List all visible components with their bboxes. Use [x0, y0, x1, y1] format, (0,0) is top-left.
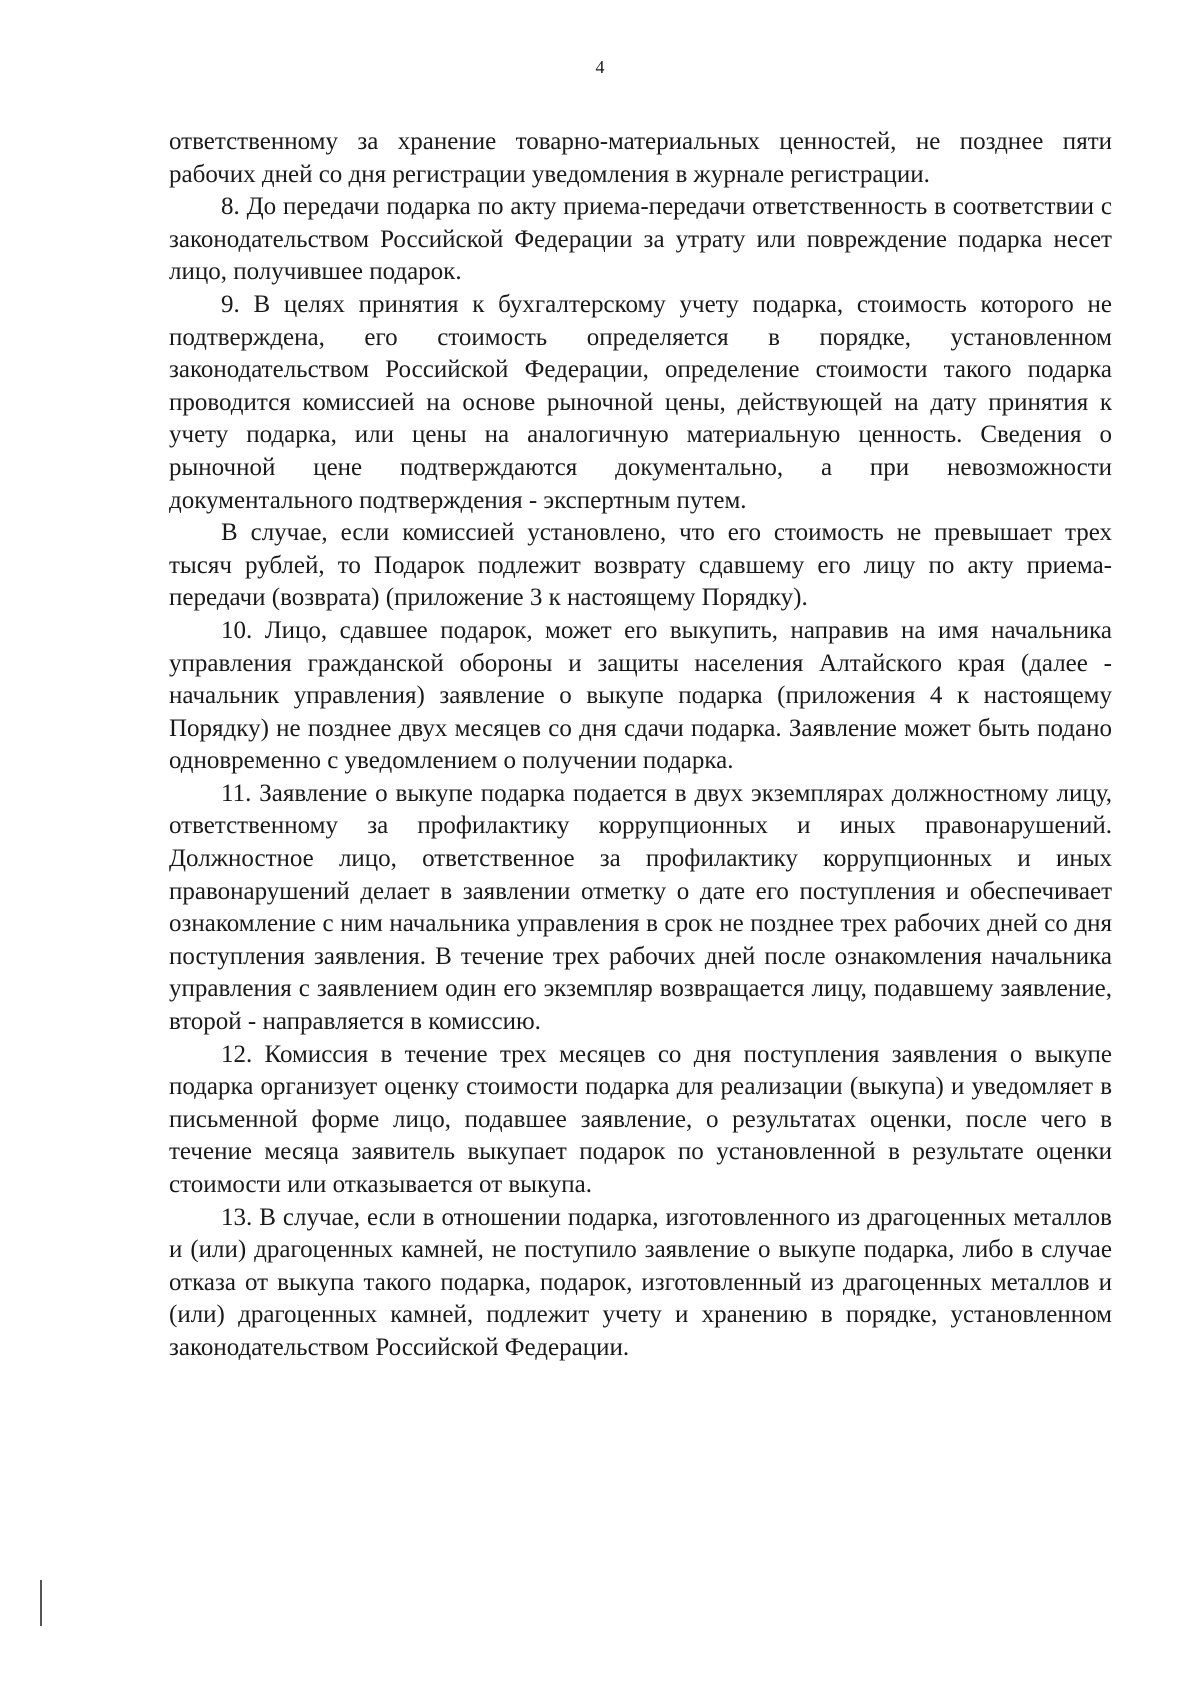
- paragraph-item-13: 13. В случае, если в отношении подарка, изготовленного из драгоценных металлов и (или) драгоценных камней, не поступило заявление о выкупе подарка, либо в случае отказа от выкупа такого подарка, подарок, изготовленный из драгоценных металлов и (или) драгоценных камней, подлежит учету и хранению в порядке, установленном законодательством Российской Федерации.: [169, 1203, 1112, 1361]
- paragraph-item-12: 12. Комиссия в течение трех месяцев со дня поступления заявления о выкупе подарка организует оценку стоимости подарка для реализации (выкупа) и уведомляет в письменной форме лицо, подавшее заявление, о результатах оценки, после чего в течение месяца заявитель выкупает подарок по установленной в результате оценки стоимости или отказывается от выкупа.: [169, 1040, 1112, 1198]
- paragraph-item-11: 11. Заявление о выкупе подарка подается в двух экземплярах должностному лицу, ответственному за профилактику коррупционных и иных правонарушений. Должностное лицо, ответственное за профилактику коррупционных и иных правонарушений делает в заявлении отметку о дате его поступления и обеспечивает ознакомление с ним начальника управления в срок не позднее трех рабочих дней со дня поступления заявления. В течение трех рабочих дней после ознакомления начальника управления с заявлением один его экземпляр возвращается лицу, подавшему заявление, второй - направляется в комиссию.: [169, 779, 1112, 1036]
- page-number: 4: [595, 57, 605, 77]
- paragraph-item-8: 8. До передачи подарка по акту приема-передачи ответственность в соответствии с законодательством Российской Федерации за утрату или повреждение подарка несет лицо, получившее подарок.: [169, 193, 1112, 286]
- paragraph-item-9: 9. В целях принятия к бухгалтерскому учету подарка, стоимость которого не подтверждена, его стоимость определяется в порядке, установленном законодательством Российской Федерации, определение стоимости такого подарка проводится комиссией на основе рыночной цены, действующей на дату принятия к учету подарка, или цены на аналогичную материальную ценность. Сведения о рыночной цене подтверждаются документально, а при невозможности документального подтверждения - экспертным путем.: [169, 290, 1112, 514]
- scan-margin-mark: [40, 1580, 42, 1626]
- paragraph-item-9-note: В случае, если комиссией установлено, что его стоимость не превышает трех тысяч рублей, то Подарок подлежит возврату сдавшему его лицу по акту приема-передачи (возврата) (приложение 3 к настоящему Порядку).: [169, 519, 1112, 612]
- paragraph-continuation: ответственному за хранение товарно-материальных ценностей, не позднее пяти рабочих дней со дня регистрации уведомления в журнале регистрации.: [169, 128, 1112, 188]
- paragraph-item-10: 10. Лицо, сдавшее подарок, может его выкупить, направив на имя начальника управления гражданской обороны и защиты населения Алтайского края (далее - начальник управления) заявление о выкупе подарка (приложения 4 к настоящему Порядку) не позднее двух месяцев со дня сдачи подарка. Заявление может быть подано одновременно с уведомлением о получении подарка.: [169, 616, 1112, 775]
- document-body: [169, 126, 1112, 1365]
